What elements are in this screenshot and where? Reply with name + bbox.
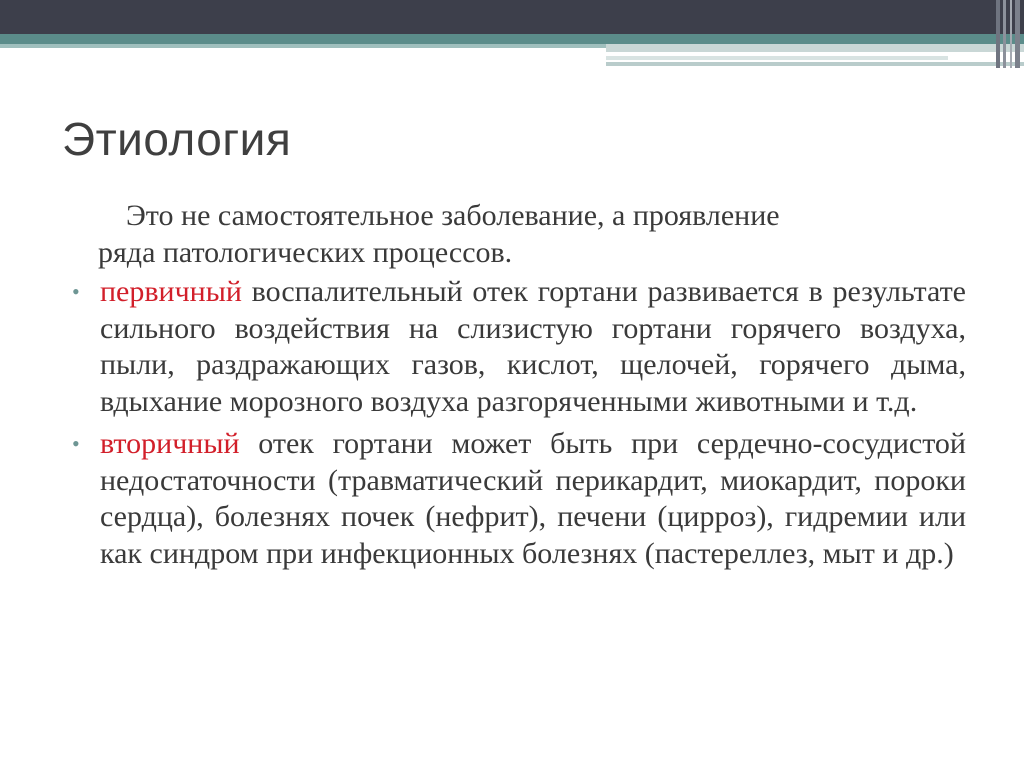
slide-title: Этиология [62,113,292,165]
header-vertical-stripe [1003,0,1006,68]
header-vertical-stripe [1015,0,1020,68]
bullet-item-primary [70,274,966,420]
bullet-marker: • [72,279,80,304]
header-vertical-stripe [1010,0,1012,68]
bullet-item-secondary [70,426,966,572]
header-band-teal [0,34,1024,44]
header-band-teal-light [0,44,610,48]
header-vertical-stripe [996,0,1000,68]
slide-content [70,198,966,578]
header-band-dark [0,0,1024,34]
intro-line-2: ряда патологических процессов. [98,235,513,269]
bullet-text-primary: воспалительный отек гортани развивается в результате сильного воздействия на слизистую гортани горячего воздуха, пыли, раздражающих газов, кислот, щелочей, горячего дыма, вдыхание морозного воздуха разгоряченными животными и т.д. [100,275,966,418]
bullet-text-secondary: отек гортани может быть при сердечно-сосудистой недостаточности (травматический перикардит, миокардит, пороки сердца), болезнях почек (нефрит), печени (цирроз), гидремии или как синдром при инфекционных болезнях (пастереллез, мыт и др.) [100,427,966,570]
intro-paragraph [70,198,966,271]
bullet-marker: • [72,431,80,456]
header-band-accent [606,44,1024,52]
bullet-term-primary: первичный [100,275,242,308]
header-band-accent [606,62,1024,66]
header-band-accent [606,56,948,60]
intro-line-1: Это не самостоятельное заболевание, а проявление [126,199,780,232]
bullet-term-secondary: вторичный [100,427,240,460]
